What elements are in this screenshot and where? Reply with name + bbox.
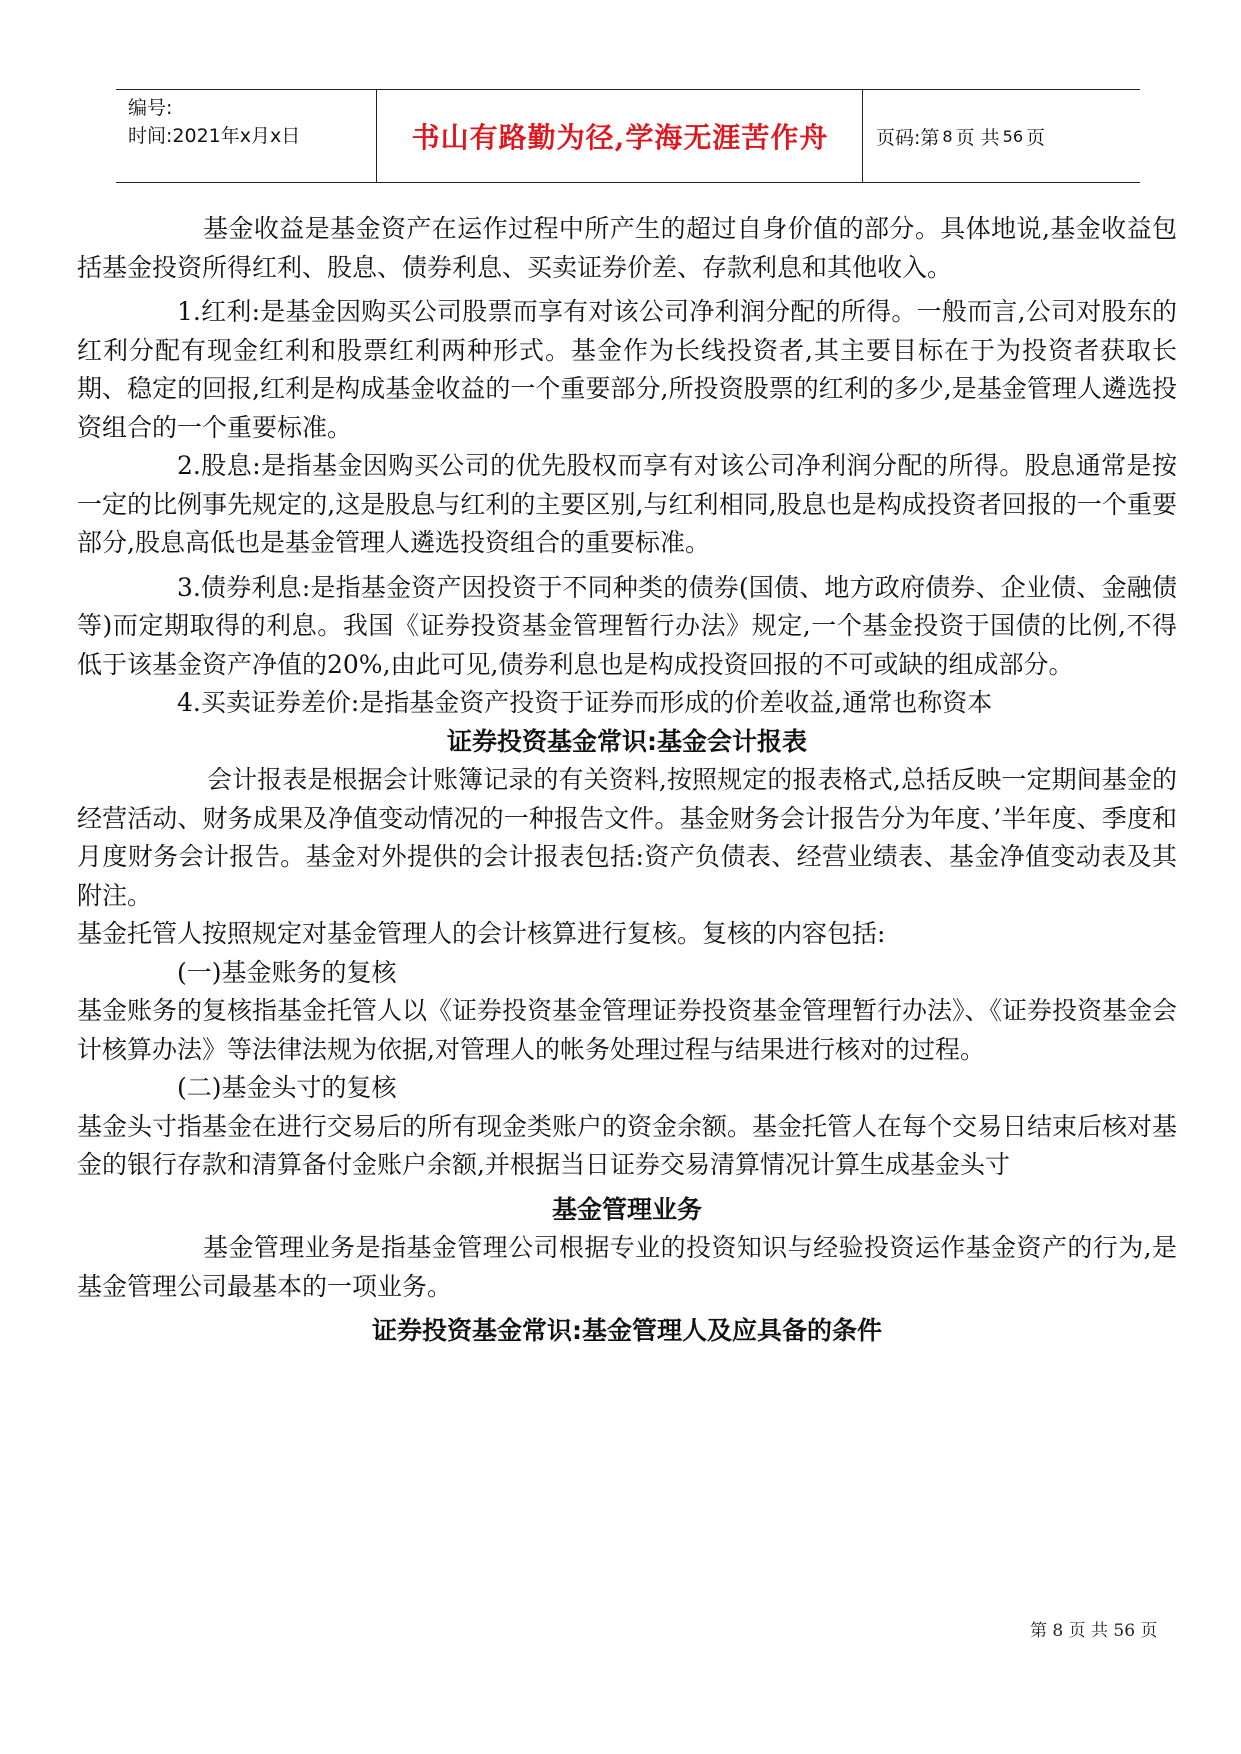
page-total: 56 <box>1002 126 1023 146</box>
paragraph: 基金账务的复核指基金托管人以《证券投资基金管理证券投资基金管理暂行办法》、《证券投资基金会计核算办法》等法律法规为依据,对管理人的帐务处理过程与结果进行核对的过程。 <box>77 996 1178 1064</box>
paragraph: 基金管理业务是指基金管理公司根据专业的投资知识与经验投资运作基金资产的行为,是基金管理公司最基本的一项业务。 <box>77 1233 1177 1301</box>
subheading: (一)基金账务的复核 <box>177 957 397 987</box>
paragraph: 基金头寸指基金在进行交易后的所有现金类账户的资金余额。基金托管人在每个交易日结束后核对基金的银行存款和清算备付金账户余额,并根据当日证券交易清算情况计算生成基金头寸 <box>77 1111 1178 1179</box>
header-divider <box>376 90 377 182</box>
page-current: 8 <box>942 126 953 146</box>
paragraph: 基金托管人按照规定对基金管理人的会计核算进行复核。复核的内容包括: <box>77 919 886 948</box>
paragraph: 基金收益是基金资产在运作过程中所产生的超过自身价值的部分。具体地说,基金收益包括基金投资所得红利、股息、债券利息、买卖证券价差、存款利息和其他收入。 <box>77 214 1177 282</box>
section-heading: 基金管理业务 <box>551 1194 702 1224</box>
header-meta <box>128 94 374 150</box>
page-header <box>116 89 1140 183</box>
number-label: 编号: <box>128 97 173 119</box>
paragraph: 3.债券利息:是指基金资产因投资于不同种类的债券(国债、地方政府债券、企业债、金融债等)而定期取得的利息。我国《证券投资基金管理暂行办法》规定,一个基金投资于国债的比例,不得低于该基金资产净值的20%,由此可见,债券利息也是构成投资回报的不可或缺的组成部分。 <box>77 572 1177 679</box>
page-suffix: 页 <box>1026 126 1046 149</box>
subheading: (二)基金头寸的复核 <box>177 1073 397 1102</box>
header-page-indicator <box>876 90 1045 182</box>
section-heading: 证券投资基金常识:基金会计报表 <box>447 726 807 756</box>
paragraph: 会计报表是根据会计账簿记录的有关资料,按照规定的报表格式,总括反映一定期间基金的经营活动、财务成果及净值变动情况的一种报告文件。基金财务会计报告分为年度、’半年度、季度和月度财务会计报告。基金对外提供的会计报表包括:资产负债表、经营业绩表、基金净值变动表及其附注。 <box>77 765 1177 910</box>
document-body <box>77 210 1177 1351</box>
page-mid: 页 共 <box>955 126 1000 149</box>
paragraph: 1.红利:是基金因购买公司股票而享有对该公司净利润分配的所得。一般而言,公司对股东的红利分配有现金红利和股票红利两种形式。基金作为长线投资者,其主要目标在于为投资者获取长期、稳定的回报,红利是构成基金收益的一个重要部分,所投资股票的红利的多少,是基金管理人遴选投资组合的一个重要标准。 <box>77 297 1177 442</box>
paragraph: 2.股息:是指基金因购买公司的优先股权而享有对该公司净利润分配的所得。股息通常是按一定的比例事先规定的,这是股息与红利的主要区别,与红利相同,股息也是构成投资者回报的一个重要部分,股息高低也是基金管理人遴选投资组合的重要标准。 <box>77 451 1177 557</box>
section-heading: 证券投资基金常识:基金管理人及应具备的条件 <box>372 1316 882 1345</box>
page-footer: 第 8 页 共 56 页 <box>1030 1621 1158 1641</box>
header-motto: 书山有路勤为径,学海无涯苦作舟 <box>411 121 829 154</box>
header-divider <box>862 90 863 182</box>
paragraph: 4.买卖证券差价:是指基金资产投资于证券而形成的价差收益,通常也称资本 <box>177 688 993 717</box>
time-label: 时间:2021年x月x日 <box>128 125 301 147</box>
page-prefix: 页码:第 <box>876 126 940 149</box>
